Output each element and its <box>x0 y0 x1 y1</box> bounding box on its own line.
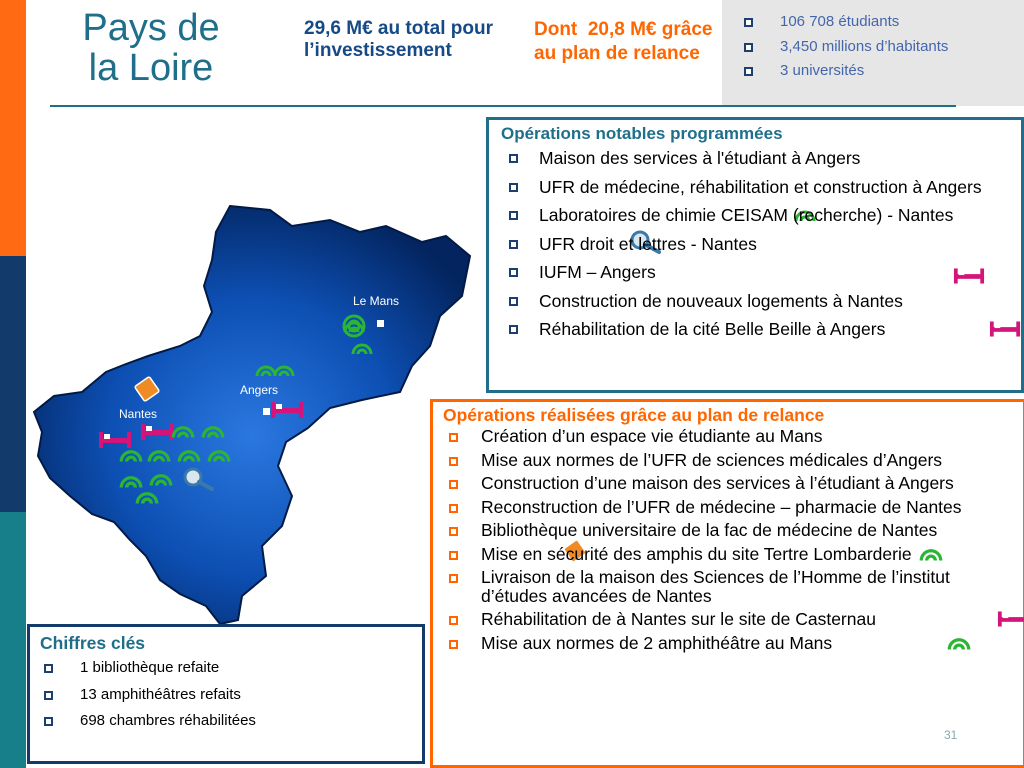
list-item <box>443 521 1013 540</box>
bed-icon <box>140 422 174 442</box>
item-text: 1 bibliothèque refaite <box>80 659 220 676</box>
bed-icon <box>953 266 985 286</box>
bullet-icon <box>449 527 458 536</box>
item-text: Maison des services à l'étudiant à Angers <box>539 148 861 168</box>
bullet-icon <box>509 211 518 220</box>
list-item <box>501 146 1013 170</box>
city-marker <box>263 408 270 415</box>
item-text: Livraison de la maison des Sciences de l’Homme de l’institut d’études avancées de Nantes <box>481 567 950 606</box>
item-text: Réhabilitation de la cité Belle Beille à Angers <box>539 319 886 339</box>
list-item <box>443 474 1013 493</box>
stat-item <box>732 59 1014 84</box>
realised-heading: Opérations réalisées grâce au plan de relance <box>443 405 825 425</box>
relance-value: 20,8 M€ <box>587 19 657 40</box>
bullet-icon <box>509 240 518 249</box>
item-text: IUFM – Angers <box>539 262 656 282</box>
amphitheatre-icon <box>176 442 202 468</box>
item-text: 698 chambres réhabilitées <box>80 712 256 729</box>
item-text: Mise aux normes de l’UFR de sciences médicales d’Angers <box>481 449 943 470</box>
amphitheatre-icon <box>350 336 374 360</box>
item-text: Reconstruction de l’UFR de médecine – pharmacie de Nantes <box>481 496 962 517</box>
bullet-icon <box>744 18 753 27</box>
side-color-strip <box>0 0 26 768</box>
stat-item <box>732 35 1014 60</box>
bullet-icon <box>744 43 753 52</box>
city-angers: Angers <box>240 383 279 397</box>
budget-total: 29,6 M€ au total pour l’investissement <box>304 18 493 61</box>
bullet-icon <box>449 457 458 466</box>
amphitheatre-icon <box>272 358 296 382</box>
item-text: Réhabilitation de à Nantes sur le site de Casternau <box>481 609 876 629</box>
list-item <box>443 568 1013 605</box>
bullet-icon <box>449 640 458 649</box>
amphitheatre-icon <box>945 630 973 656</box>
bullet-icon <box>44 691 53 700</box>
city-nantes: Nantes <box>119 407 158 421</box>
bullet-icon <box>449 480 458 489</box>
programmed-operations-box <box>486 117 1024 393</box>
bed-icon <box>997 609 1024 629</box>
item-text: Construction d’une maison des services à l’étudiant à Angers <box>481 473 954 493</box>
bullet-icon <box>509 154 518 163</box>
programmed-list <box>501 146 1013 341</box>
bullet-icon <box>449 574 458 583</box>
amphitheatre-icon <box>200 418 226 444</box>
item-text: 13 amphithéâtres refaits <box>80 685 241 703</box>
list-item <box>443 498 1013 517</box>
item-text: UFR de médecine, réhabilitation et construction à Angers <box>539 176 982 197</box>
amphitheatre-icon <box>134 484 160 510</box>
list-item <box>501 260 1013 284</box>
item-text: Création d’un espace vie étudiante au Mans <box>481 426 823 446</box>
page-title <box>56 8 246 88</box>
strip-navy <box>0 256 26 512</box>
bullet-icon <box>449 433 458 442</box>
stat-item <box>732 10 1014 35</box>
bullet-icon <box>509 297 518 306</box>
list-item <box>501 317 1013 341</box>
item-text: Laboratoires de chimie CEISAM (recherche) - Nantes <box>539 205 954 225</box>
list-item <box>443 451 1013 470</box>
stat-text: 3,450 millions d’habitants <box>780 37 949 55</box>
city-marker <box>377 320 384 327</box>
realised-list <box>443 427 1013 652</box>
key-figures-list <box>40 655 412 735</box>
list-item <box>501 175 1013 199</box>
key-figures-box <box>27 624 425 764</box>
magnifier-icon <box>182 466 216 492</box>
bed-icon <box>270 400 304 420</box>
list-item <box>443 634 1013 653</box>
item-text: Mise aux normes de 2 amphithéâtre au Mans <box>481 632 833 653</box>
list-item <box>40 682 412 709</box>
item-text: Construction de nouveaux logements à Nantes <box>539 290 903 311</box>
stat-text: 3 universités <box>780 62 865 79</box>
programmed-heading: Opérations notables programmées <box>501 124 783 143</box>
list-item <box>40 708 412 735</box>
item-text: Bibliothèque universitaire de la fac de médecine de Nantes <box>481 520 938 540</box>
bullet-icon <box>744 67 753 76</box>
realised-operations-box <box>430 399 1024 768</box>
strip-orange <box>0 0 26 256</box>
item-text: UFR droit et lettres - Nantes <box>539 233 757 254</box>
list-item <box>443 610 1013 629</box>
list-item <box>40 655 412 682</box>
bullet-icon <box>44 717 53 726</box>
bullet-icon <box>449 551 458 560</box>
list-item <box>443 545 1013 564</box>
stats-box <box>722 0 1024 106</box>
list-item <box>443 427 1013 446</box>
book-icon <box>134 376 160 402</box>
amphitheatre-icon <box>146 442 172 468</box>
header-divider <box>50 105 956 107</box>
bullet-icon <box>44 664 53 673</box>
amphitheatre-icon <box>118 442 144 468</box>
bullet-icon <box>449 504 458 513</box>
list-item <box>501 203 1013 227</box>
list-item <box>501 289 1013 313</box>
strip-teal <box>0 512 26 768</box>
amphitheatre-icon <box>917 541 945 567</box>
list-item <box>501 232 1013 256</box>
bullet-icon <box>509 325 518 334</box>
city-le-mans: Le Mans <box>353 294 400 308</box>
key-figures-heading: Chiffres clés <box>40 633 146 653</box>
amphitheatre-icon <box>342 314 366 338</box>
title-line-2: la Loire <box>88 47 214 89</box>
page-number: 31 <box>944 728 958 742</box>
relance-amount <box>534 18 720 66</box>
bullet-icon <box>509 183 518 192</box>
bullet-icon <box>449 616 458 625</box>
item-text: Mise en sécurité des amphis du site Tertre Lombarderie <box>481 543 912 564</box>
bed-icon <box>989 319 1021 339</box>
relance-prefix: Dont <box>534 19 578 40</box>
stat-text: 106 708 étudiants <box>780 13 900 30</box>
bullet-icon <box>509 268 518 277</box>
title-line-1: Pays de <box>82 7 220 49</box>
amphitheatre-icon <box>170 418 196 444</box>
relance-rest: grâce au plan de relance <box>534 19 713 64</box>
amphitheatre-icon <box>206 442 232 468</box>
